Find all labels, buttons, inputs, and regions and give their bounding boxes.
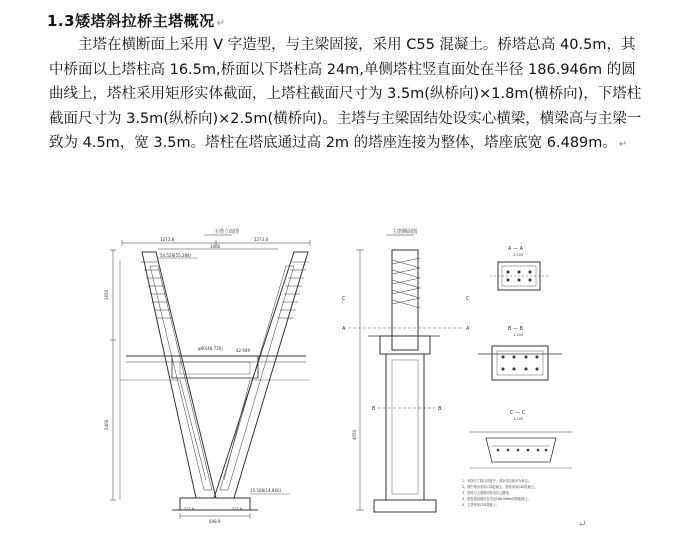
section-a-title: A — A <box>508 246 524 252</box>
section-title: 1.3矮塔斜拉桥主塔概况 <box>47 12 215 30</box>
dim-base-left: 225.6 <box>184 507 195 511</box>
dim-left-mid: 2400 <box>104 419 109 430</box>
cut-label-c: C <box>466 296 470 302</box>
note-line: 1、本图尺寸除注明者外，其余均以厘米为单位。 <box>462 479 531 483</box>
dim-top-right: 1273.8 <box>254 237 268 242</box>
section-a-a <box>490 246 548 290</box>
elev-deck: ψ40(48.720) <box>198 346 223 351</box>
section-scale: 1:100 <box>513 333 524 337</box>
note-line: 3、塔柱与主梁固结处设实心横梁。 <box>462 491 512 495</box>
elev-top: 54.528(55.284) <box>160 253 192 258</box>
drawing-notes <box>462 478 537 507</box>
cut-label-c: C <box>342 296 346 302</box>
side-dim-height: 4050 <box>352 429 357 440</box>
elev-base: 15.508(14.860) <box>250 488 282 493</box>
note-line: 2、图中塔身采用C55混凝土，塔座采用C40混凝土。 <box>462 485 538 489</box>
section-c-title: C — C <box>510 410 526 416</box>
cut-label-a: A <box>342 326 346 332</box>
return-mark: ↵ <box>578 519 587 530</box>
side-view-title: 主塔侧面图 <box>392 229 418 235</box>
front-elevation-view <box>104 228 310 524</box>
section-scale: 1:100 <box>513 253 524 257</box>
section-b-b <box>478 326 562 380</box>
section-scale: 1:100 <box>513 417 524 421</box>
side-elevation-view <box>342 228 470 512</box>
front-view-title: 主塔立面图 <box>214 229 240 235</box>
section-c-c <box>470 410 572 468</box>
dim-bottom-width: 648.9 <box>209 519 221 524</box>
cut-label-b: B <box>438 406 442 412</box>
section-b-title: B — B <box>508 326 524 332</box>
elev-mid: 42.949 <box>236 348 250 353</box>
cut-label-b: B <box>372 406 376 412</box>
return-mark: ↵ <box>216 18 226 29</box>
cut-label-a: A <box>466 326 470 332</box>
note-line: 4、塔柱竖直面处在半径186.946m的圆曲线上。 <box>462 497 532 501</box>
return-mark: ↵ <box>618 139 628 151</box>
note-line: 5、主塔采用C55混凝土。 <box>462 503 499 507</box>
paragraph-text: 主塔在横断面上采用 V 字造型，与主梁固接，采用 C55 混凝土。桥塔总高 40.5m，其中桥面以上塔柱高 16.5m,桥面以下塔柱高 24m,单侧塔柱竖直面处在半径 186.946m 的圆曲线上，塔柱采用矩形实体截面，上塔柱截面尺寸为 3.5m(纵桥向)×1.8m(横桥向)，下塔柱截面尺寸为 3.5m(纵桥向)×2.5m(横桥向)。主塔与主梁固结处设实心横梁，横梁高与主梁一致为 4.5m，宽 3.5m。塔柱在塔底通过高 2m 的塔座连接为整体，塔座底宽 6.489m。 <box>49 37 642 152</box>
dim-base-right: 225.6 <box>232 507 243 511</box>
dim-left-upper: 1650 <box>104 289 109 300</box>
dim-top-left: 1273.8 <box>160 237 174 242</box>
dim-top-mid: 1000 <box>210 244 221 249</box>
